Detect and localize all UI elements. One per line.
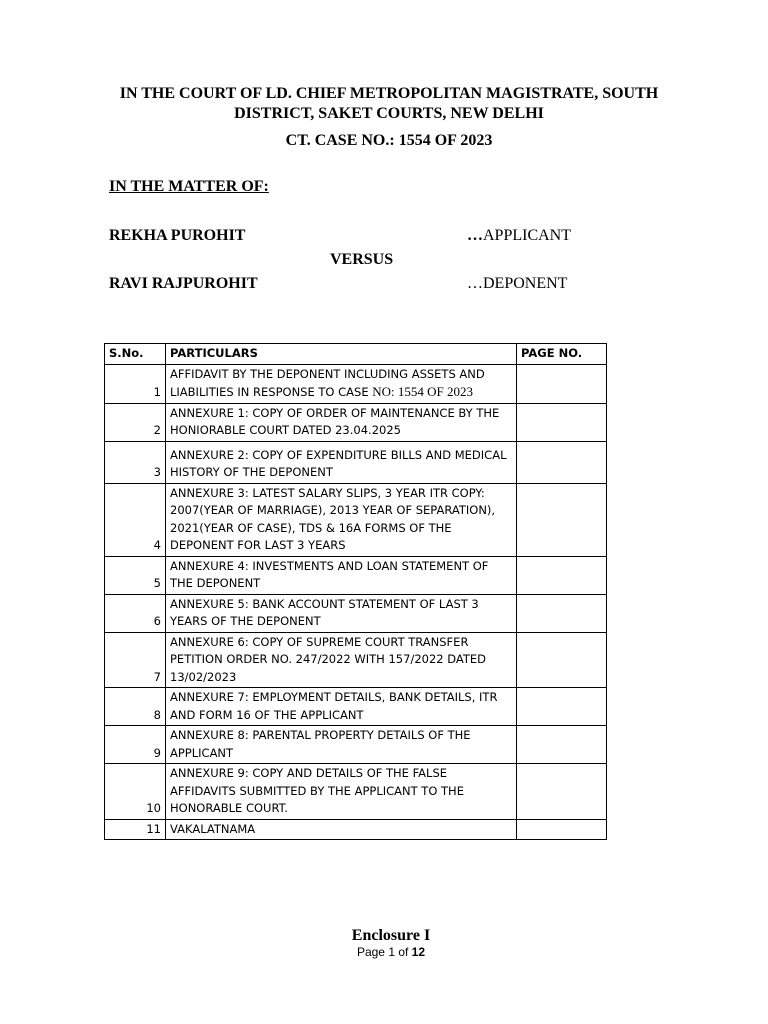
index-table	[104, 343, 607, 840]
row-page-no	[517, 632, 607, 688]
court-title: IN THE COURT OF LD. CHIEF METROPOLITAN MAGISTRATE, SOUTH DISTRICT, SAKET COURTS, NEW DELHI	[119, 85, 659, 122]
row-sno: 11	[105, 819, 166, 840]
row-particulars: ANNEXURE 9: COPY AND DETAILS OF THE FALSE AFFIDAVITS SUBMITTED BY THE APPLICANT TO THE HONORABLE COURT.	[166, 764, 517, 820]
table-row	[105, 364, 607, 403]
row-particulars: ANNEXURE 1: COPY OF ORDER OF MAINTENANCE BY THE HONIORABLE COURT DATED 23.04.2025	[166, 403, 517, 441]
row-sno: 7	[105, 632, 166, 688]
row-page-no	[517, 364, 607, 403]
row-sno: 1	[105, 364, 166, 403]
row-sno: 9	[105, 726, 166, 764]
row-sno: 3	[105, 441, 166, 483]
court-header	[104, 84, 674, 151]
row-particulars-text: AFFIDAVIT BY THE DEPONENT INCLUDING ASSETS AND LIABILITIES IN RESPONSE TO CASE	[170, 366, 485, 399]
row-sno: 5	[105, 556, 166, 594]
row-particulars	[166, 364, 517, 403]
row-page-no	[517, 594, 607, 632]
column-header-particulars: PARTICULARS	[166, 344, 517, 365]
table-row	[105, 819, 607, 840]
row-sno: 4	[105, 483, 166, 556]
table-row	[105, 403, 607, 441]
row-sno: 10	[105, 764, 166, 820]
row-particulars: ANNEXURE 5: BANK ACCOUNT STATEMENT OF LAST 3 YEARS OF THE DEPONENT	[166, 594, 517, 632]
table-row	[105, 764, 607, 820]
row-page-no	[517, 441, 607, 483]
page-total: 12	[411, 945, 426, 959]
row-page-no	[517, 764, 607, 820]
row-particulars: ANNEXURE 7: EMPLOYMENT DETAILS, BANK DETAILS, ITR AND FORM 16 OF THE APPLICANT	[166, 688, 517, 726]
table-row	[105, 483, 607, 556]
row-particulars-case-no: NO: 1554 OF 2023	[372, 384, 474, 399]
row-page-no	[517, 688, 607, 726]
applicant-ellipsis: …	[467, 227, 483, 244]
row-particulars: ANNEXURE 2: COPY OF EXPENDITURE BILLS AND MEDICAL HISTORY OF THE DEPONENT	[166, 441, 517, 483]
applicant-role-label: APPLICANT	[483, 227, 572, 244]
table-header-row	[105, 344, 607, 365]
row-page-no	[517, 726, 607, 764]
applicant-name: REKHA PUROHIT	[109, 227, 246, 244]
applicant-role	[467, 227, 571, 245]
row-sno: 6	[105, 594, 166, 632]
table-row	[105, 632, 607, 688]
column-header-sno: S.No.	[105, 344, 166, 365]
enclosure-label: Enclosure I	[351, 927, 431, 944]
table-row	[105, 556, 607, 594]
row-sno: 2	[105, 403, 166, 441]
table-row	[105, 726, 607, 764]
page-number-prefix: Page 1 of	[356, 945, 412, 959]
row-particulars: ANNEXURE 4: INVESTMENTS AND LOAN STATEMENT OF THE DEPONENT	[166, 556, 517, 594]
row-particulars: ANNEXURE 3: LATEST SALARY SLIPS, 3 YEAR ITR COPY: 2007(YEAR OF MARRIAGE), 2013 YEAR OF SEPARATION), 2021(YEAR OF CASE), TDS & 16A FORMS OF THE DEPONENT FOR LAST 3 YEARS	[166, 483, 517, 556]
matter-heading: IN THE MATTER OF:	[109, 178, 269, 195]
row-page-no	[517, 483, 607, 556]
row-page-no	[517, 556, 607, 594]
page-footer	[0, 927, 768, 959]
deponent-role: …DEPONENT	[467, 275, 568, 292]
table-row	[105, 594, 607, 632]
versus-label: VERSUS	[330, 251, 394, 268]
column-header-page-no: PAGE NO.	[517, 344, 607, 365]
deponent-name: RAVI RAJPUROHIT	[109, 275, 258, 292]
table-row	[105, 441, 607, 483]
page-number	[0, 945, 768, 959]
row-page-no	[517, 403, 607, 441]
table-row	[105, 688, 607, 726]
row-sno: 8	[105, 688, 166, 726]
row-page-no	[517, 819, 607, 840]
row-particulars: ANNEXURE 6: COPY OF SUPREME COURT TRANSFER PETITION ORDER NO. 247/2022 WITH 157/2022 DATED 13/02/2023	[166, 632, 517, 688]
row-particulars: VAKALATNAMA	[166, 819, 517, 840]
row-particulars: ANNEXURE 8: PARENTAL PROPERTY DETAILS OF THE APPLICANT	[166, 726, 517, 764]
case-number: CT. CASE NO.: 1554 OF 2023	[285, 132, 493, 149]
